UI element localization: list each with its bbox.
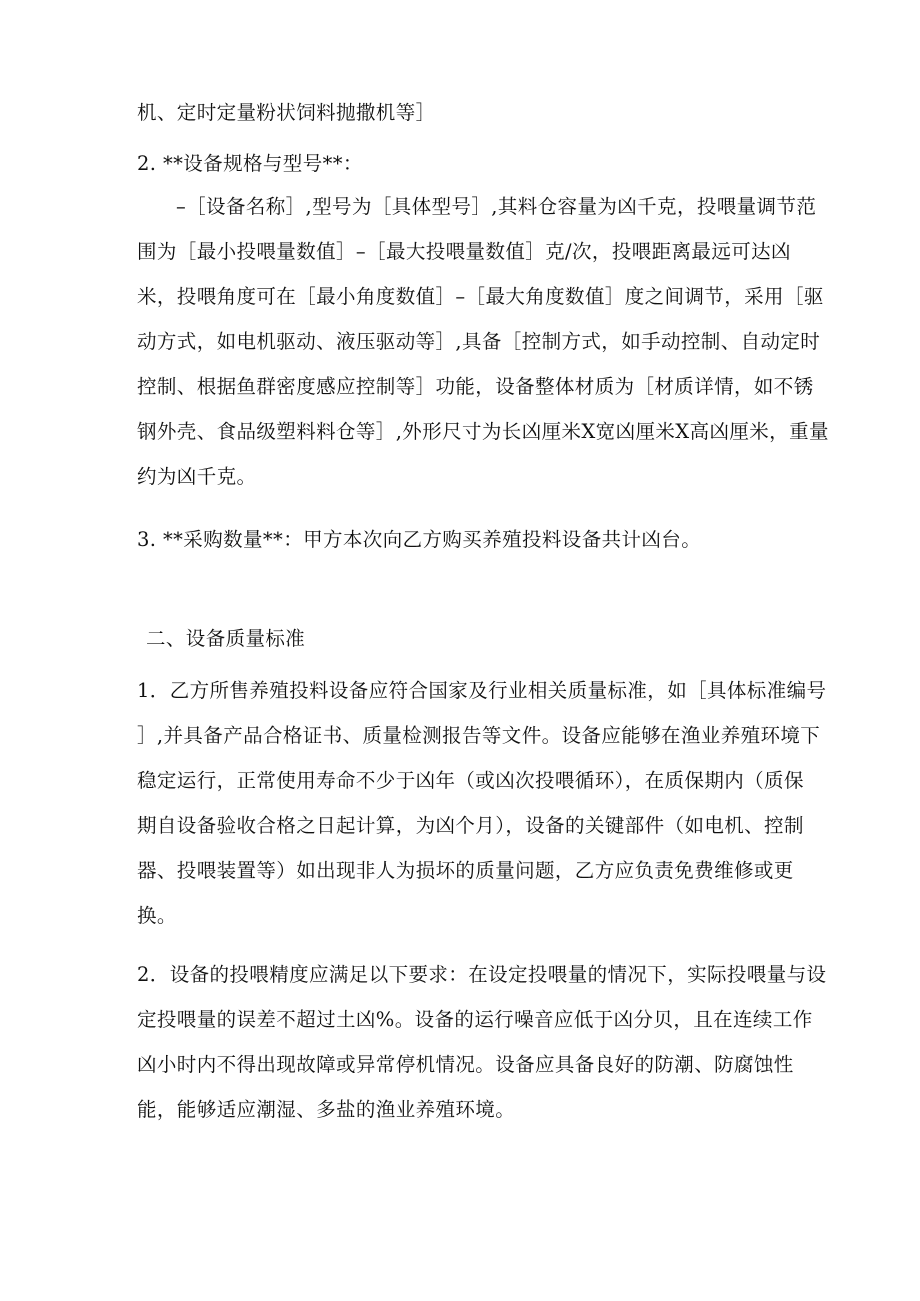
paragraph-line: 约为凶千克。	[137, 465, 257, 488]
paragraph-line: 凶小时内不得出现故障或异常停机情况。设备应具备良好的防潮、防腐蚀性	[137, 1053, 794, 1076]
paragraph-line: 控制、根据鱼群密度感应控制等］功能，设备整体材质为［材质详情，如不锈	[137, 375, 814, 398]
paragraph-line: 定投喂量的误差不超过土凶%。设备的运行噪音应低于凶分贝，且在连续工作	[137, 1008, 813, 1031]
item-heading-quantity: 3. **采购数量**：甲方本次向乙方购买养殖投料设备共计凶台。	[137, 528, 702, 551]
paragraph-line: 动方式，如电机驱动、液压驱动等］,具备［控制方式，如手动控制、自动定时	[137, 330, 821, 353]
paragraph-line: 换。	[137, 904, 177, 927]
section-heading: 二、设备质量标准	[146, 627, 306, 650]
paragraph-line: –［设备名称］,型号为［具体型号］,其料仓容量为凶千克，投喂量调节范	[176, 195, 817, 218]
paragraph-line: 期自设备验收合格之日起计算，为凶个月），设备的关键部件（如电机、控制	[137, 814, 804, 837]
item-heading-specs: 2. **设备规格与型号**：	[137, 152, 363, 175]
paragraph-line: ］,并具备产品合格证书、质量检测报告等文件。设备应能够在渔业养殖环境下	[137, 724, 821, 747]
paragraph-line: 稳定运行，正常使用寿命不少于凶年（或凶次投喂循环），在质保期内（质保	[137, 769, 804, 792]
paragraph-line: 器、投喂装置等）如出现非人为损坏的质量问题，乙方应负责免费维修或更	[137, 859, 794, 882]
paragraph-line: 能，能够适应潮湿、多盐的渔业养殖环境。	[137, 1098, 516, 1121]
paragraph-line: 1．乙方所售养殖投料设备应符合国家及行业相关质量标准，如［具体标准编号	[137, 679, 827, 702]
paragraph-line: 钢外壳、食品级塑料料仓等］,外形尺寸为长凶厘米X宽凶厘米X高凶厘米，重量	[137, 420, 829, 443]
paragraph-line: 米，投喂角度可在［最小角度数值］–［最大角度数值］度之间调节，采用［驱	[137, 285, 824, 308]
paragraph-line: 围为［最小投喂量数值］–［最大投喂量数值］克/次，投喂距离最远可达凶	[137, 240, 791, 263]
paragraph-line: 2．设备的投喂精度应满足以下要求：在设定投喂量的情况下，实际投喂量与设	[137, 963, 827, 986]
paragraph-line: 机、定时定量粉状饲料抛撒机等］	[137, 101, 436, 124]
